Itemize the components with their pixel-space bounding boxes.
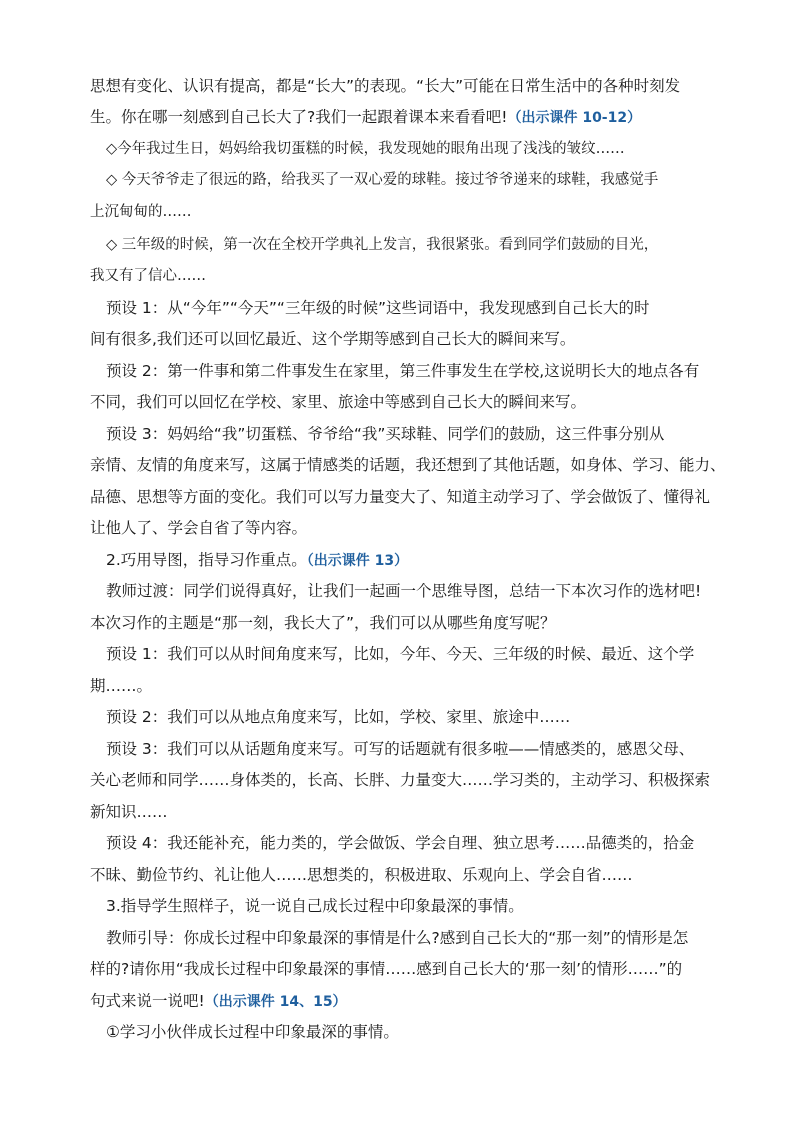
- text-line: [106, 896, 524, 916]
- text-line-content: 2.巧用导图，指导习作重点。: [106, 551, 307, 569]
- text-line: [90, 76, 680, 96]
- text-line-content: 句式来说一说吧!: [90, 992, 205, 1010]
- text-line-content: 上沉甸甸的……: [90, 204, 192, 220]
- text-line: [90, 329, 575, 349]
- text-line-content: 教师过渡：同学们说得真好，让我们一起画一个思维导图，总结一下本次习作的选材吧!: [106, 582, 702, 600]
- text-line-content: 教师引导：你成长过程中印象最深的事情是什么?感到自己长大的“那一刻”的情形是怎: [106, 929, 689, 947]
- text-line-content: 品德、思想等方面的变化。我们可以写力量变大了、知道主动学习了、学会做饭了、懂得礼: [90, 488, 711, 506]
- text-line-content: ◇ 今天爷爷走了很远的路，给我买了一双心爱的球鞋。接过爷爷递来的球鞋，我感觉手: [106, 172, 659, 188]
- text-line-content: 让他人了、学会自省了等内容。: [90, 519, 308, 537]
- text-line: [106, 170, 658, 190]
- text-line: [106, 298, 649, 318]
- courseware-note: （出示课件 14、15）: [204, 994, 347, 1010]
- text-line: [90, 613, 556, 633]
- text-line-content: 3.指导学生照样子，说一说自己成长过程中印象最深的事情。: [106, 897, 524, 915]
- text-line: [106, 1022, 399, 1042]
- text-line: [106, 235, 658, 255]
- text-line: [90, 392, 586, 412]
- text-line: [106, 139, 625, 159]
- courseware-note: （出示课件 10-12）: [507, 110, 642, 126]
- text-line: [90, 991, 347, 1012]
- text-line: [106, 581, 701, 601]
- text-line: [106, 550, 408, 571]
- text-line: [90, 455, 726, 475]
- text-line: [106, 424, 664, 444]
- text-line: [90, 487, 710, 507]
- text-line: [90, 518, 307, 538]
- text-line: [90, 865, 633, 885]
- text-line-content: 预设 4：我还能补充，能力类的，学会做饭、学会自理、独立思考……品德类的，拾金: [106, 834, 695, 852]
- text-line-content: 预设 2：第一件事和第二件事发生在家里，第三件事发生在学校,这说明长大的地点各有: [106, 362, 700, 380]
- text-line: [106, 739, 694, 759]
- text-line-content: 预设 1：从“今年”“今天”“三年级的时候”这些词语中，我发现感到自己长大的时: [106, 299, 650, 317]
- text-line-content: ◇ 三年级的时候，第一次在全校开学典礼上发言，我很紧张。看到同学们鼓励的目光，: [106, 237, 659, 253]
- text-line-content: 思想有变化、认识有提高，都是“长大”的表现。“长大”可能在日常生活中的各种时刻发: [90, 77, 681, 95]
- text-line: [90, 676, 152, 696]
- text-line-content: ◇今年我过生日，妈妈给我切蛋糕的时候，我发现她的眼角出现了浅浅的皱纹……: [106, 141, 625, 157]
- text-line-content: 不昧、勤俭节约、礼让他人……思想类的，积极进取、乐观向上、学会自省……: [90, 866, 633, 884]
- text-line-content: 预设 2：我们可以从地点角度来写，比如，学校、家里、旅途中……: [106, 708, 571, 726]
- text-line-content: 样的?请你用“我成长过程中印象最深的事情……感到自己长大的‘那一刻’的情形……”的: [90, 960, 683, 978]
- courseware-note: （出示课件 13）: [306, 553, 409, 569]
- text-line: [106, 928, 688, 948]
- text-line-content: 预设 1：我们可以从时间角度来写，比如，今年、今天、三年级的时候、最近、这个学: [106, 645, 695, 663]
- text-line-content: 期……。: [90, 677, 153, 695]
- text-line: [106, 644, 694, 664]
- text-line-content: ①学习小伙伴成长过程中印象最深的事情。: [106, 1023, 399, 1041]
- text-line: [90, 959, 682, 979]
- text-line-content: 预设 3：我们可以从话题角度来写。可写的话题就有很多啦——情感类的，感恩父母、: [106, 740, 695, 758]
- text-line-content: 不同，我们可以回忆在学校、家里、旅途中等感到自己长大的瞬间来写。: [90, 393, 587, 411]
- text-line: [106, 833, 694, 853]
- text-line: [106, 707, 570, 727]
- text-line-content: 我又有了信心……: [90, 268, 206, 284]
- text-line-content: 间有很多,我们还可以回忆最近、这个学期等感到自己长大的瞬间来写。: [90, 330, 576, 348]
- text-line: [90, 802, 168, 822]
- text-line-content: 预设 3：妈妈给“我”切蛋糕、爷爷给“我”买球鞋、同学们的鼓励，这三件事分别从: [106, 425, 665, 443]
- text-line-content: 新知识……: [90, 803, 168, 821]
- text-line-content: 本次习作的主题是“那一刻，我长大了”，我们可以从哪些角度写呢？: [90, 614, 556, 632]
- text-line: [106, 361, 699, 381]
- text-line-content: 关心老师和同学……身体类的，长高、长胖、力量变大……学习类的，主动学习、积极探索: [90, 771, 711, 789]
- text-line: [90, 202, 192, 222]
- text-line: [90, 266, 206, 286]
- text-line: [90, 770, 710, 790]
- text-line: [90, 107, 641, 128]
- text-line-content: 生。你在哪一刻感到自己长大了?我们一起跟着课本来看看吧!: [90, 108, 508, 126]
- text-line-content: 亲情、友情的角度来写，这属于情感类的话题，我还想到了其他话题，如身体、学习、能力、: [90, 456, 726, 474]
